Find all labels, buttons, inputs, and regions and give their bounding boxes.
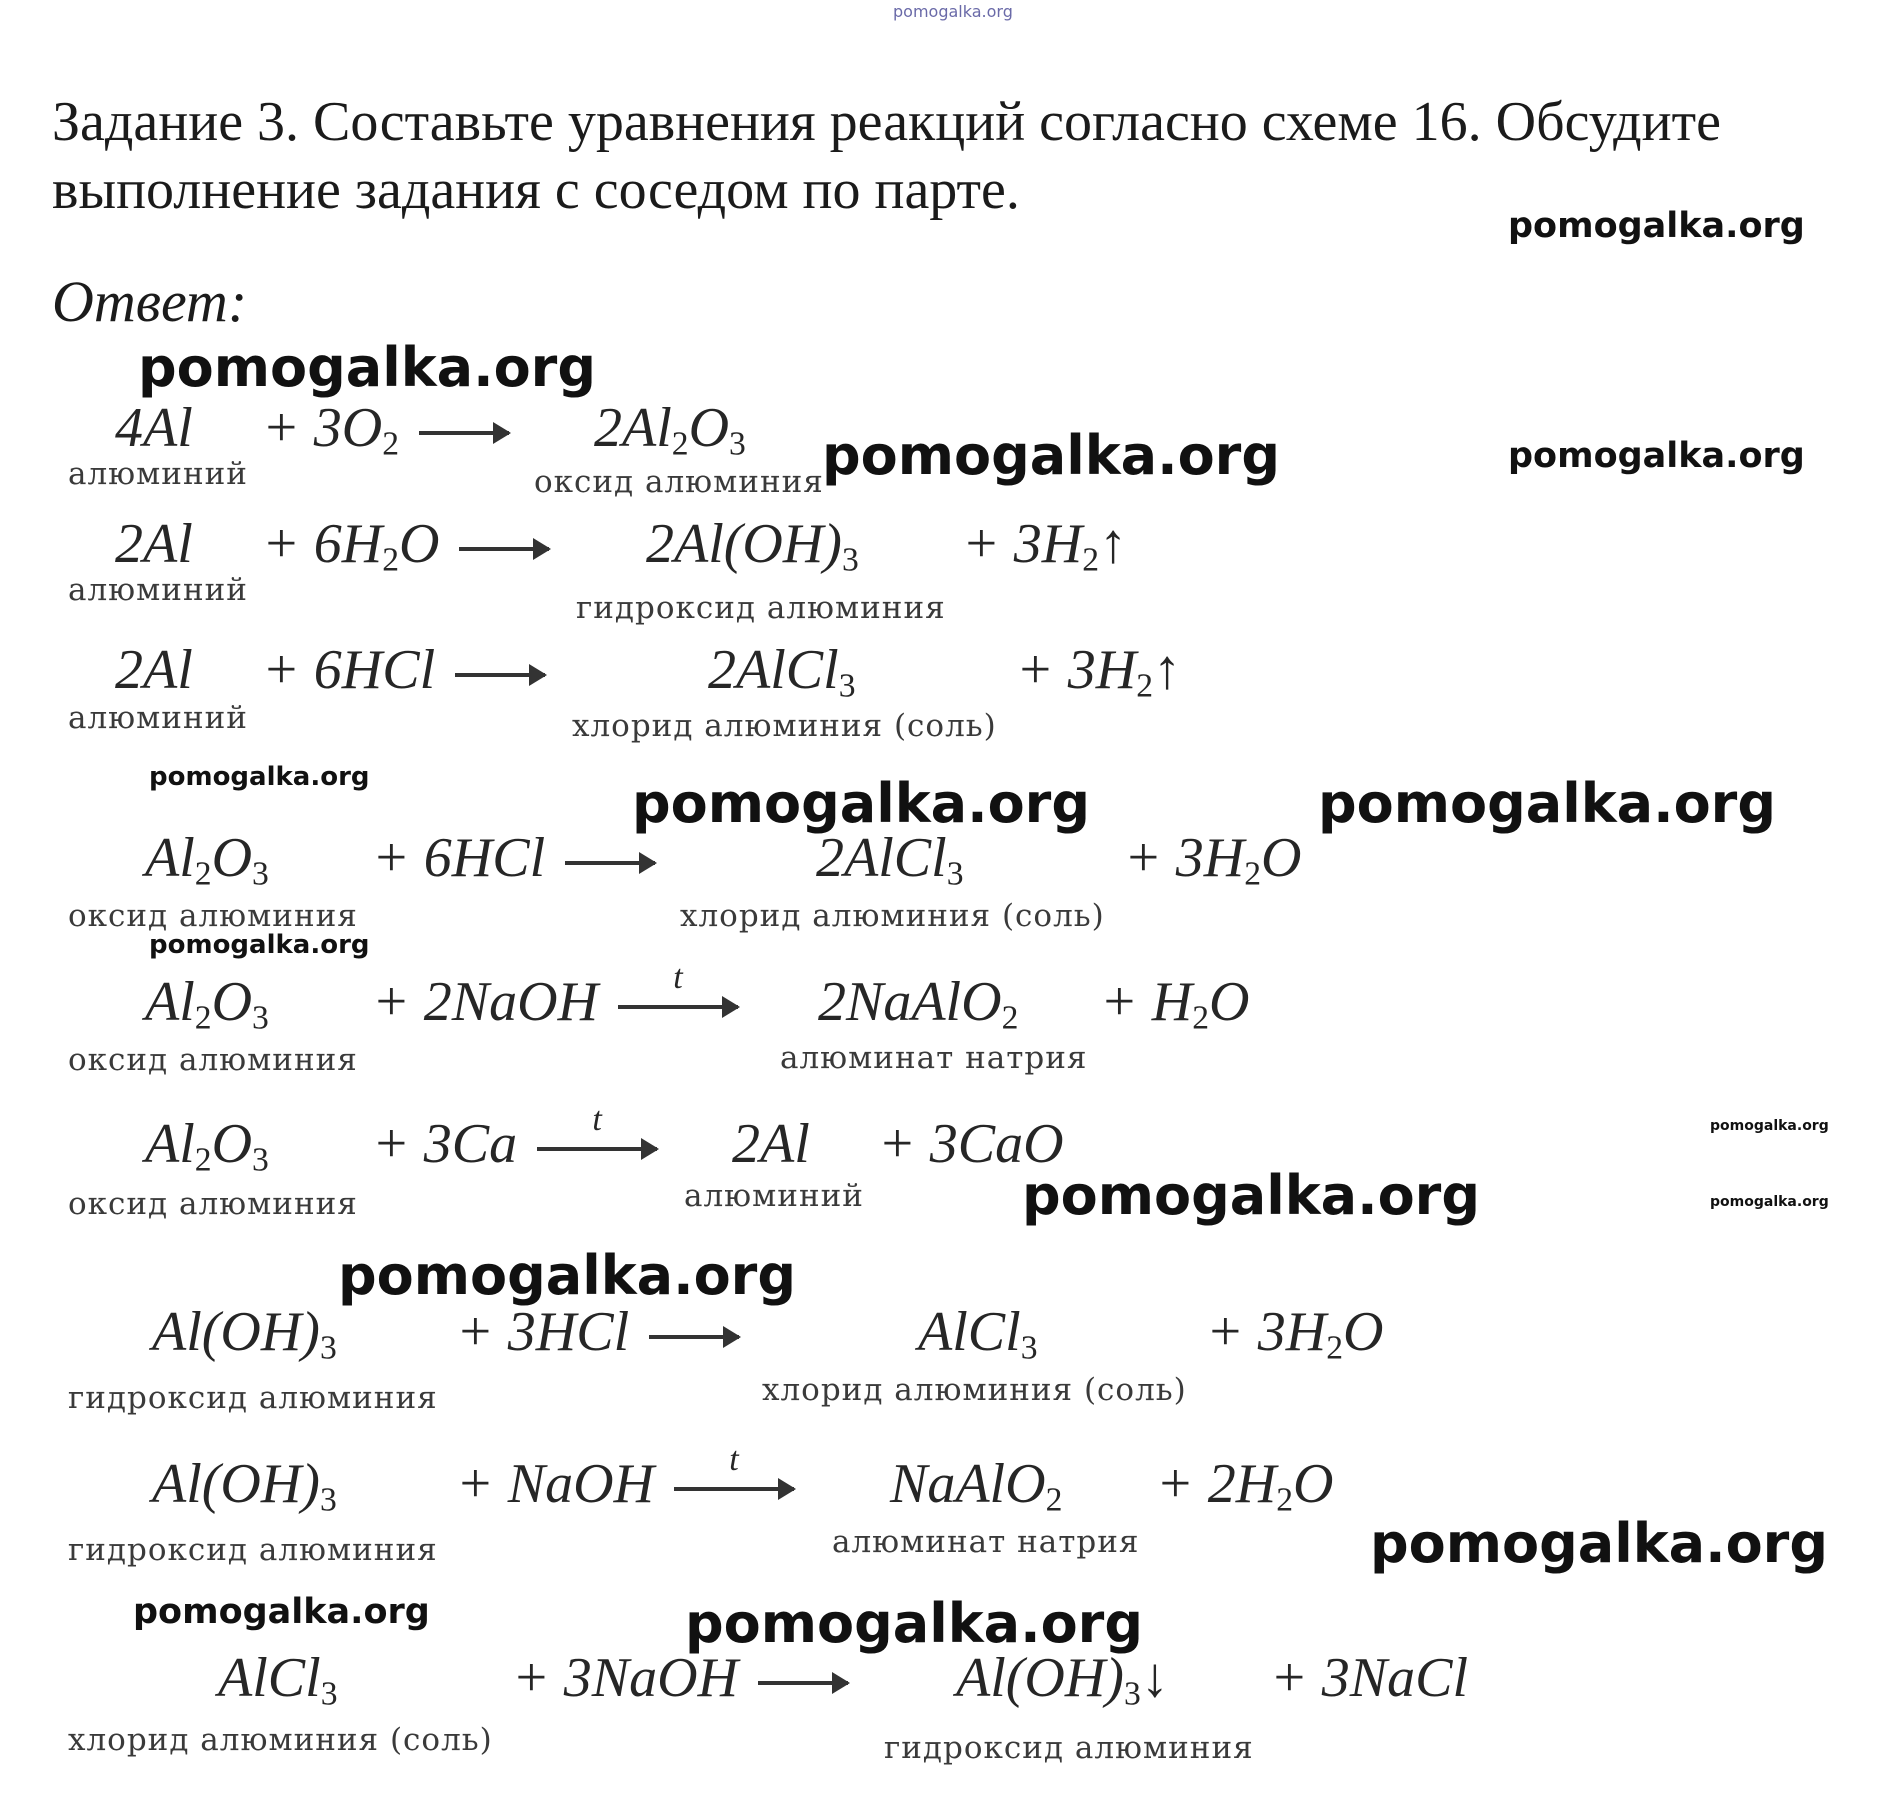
watermark: pomogalka.org <box>1710 1118 1829 1134</box>
heat-arrow <box>674 1441 794 1491</box>
eq8-reactant1: $Al(OH)_3$ <box>152 1453 337 1519</box>
eq4-reactant1: $Al_2O_3$ <box>145 827 269 893</box>
caption-aluminate: алюминат натрия <box>780 1040 1088 1076</box>
eq3-product2: + $3H_2↑$ <box>1016 639 1182 705</box>
eq7-reactant1: $Al(OH)_3$ <box>152 1301 337 1367</box>
caption-alumina: оксид алюминия <box>68 1042 358 1078</box>
watermark: pomogalka.org <box>138 336 596 399</box>
heat-arrow <box>618 959 738 1009</box>
eq3-reactant1: 2Al <box>115 639 193 701</box>
eq9-product1: $Al(OH)_3↓$ <box>956 1647 1169 1713</box>
eq3-product1: 2AlCl$_3$ <box>708 639 856 705</box>
eq6-reactant2: + 3Ca t <box>372 1112 663 1176</box>
answer-label: Ответ: <box>52 269 248 334</box>
eq2-reactant1: 2Al <box>115 513 193 575</box>
eq5-reactant2: + 2NaOH t <box>372 970 744 1034</box>
caption-aluminium: алюминий <box>68 700 248 736</box>
eq7-reactant2: + 3HCl <box>456 1300 745 1364</box>
reaction-arrow <box>419 431 509 435</box>
caption-chloride-salt: хлорид алюминия (соль) <box>572 708 997 744</box>
eq1-reactant1: 4Al <box>115 397 193 459</box>
watermark: pomogalka.org <box>1370 1512 1828 1575</box>
reaction-arrow <box>459 547 549 551</box>
watermark: pomogalka.org <box>685 1592 1143 1655</box>
eq3-reactant2: + 6HCl <box>262 638 551 702</box>
heat-mark: t <box>729 1441 739 1479</box>
caption-alumina: оксид алюминия <box>68 898 358 934</box>
watermark: pomogalka.org <box>1318 772 1776 835</box>
reaction-arrow <box>758 1681 848 1685</box>
caption-hydroxide: гидроксид алюминия <box>68 1380 438 1416</box>
reaction-arrow <box>455 673 545 677</box>
eq5-product1: 2NaAlO$_2$ <box>818 971 1019 1037</box>
caption-aluminium: алюминий <box>68 572 248 608</box>
watermark: pomogalka.org <box>149 762 370 792</box>
eq2-reactant2: + $6H_2O$ <box>262 512 555 579</box>
caption-chloride-salt: хлорид алюминия (соль) <box>680 898 1105 934</box>
eq9-reactant1: AlCl$_3$ <box>218 1647 338 1713</box>
caption-hydroxide: гидроксид алюминия <box>68 1532 438 1568</box>
watermark: pomogalka.org <box>632 772 1090 835</box>
eq9-reactant2: + 3NaOH <box>512 1646 854 1710</box>
heat-mark: t <box>592 1101 602 1139</box>
caption-hydroxide: гидроксид алюминия <box>576 590 946 626</box>
watermark: pomogalka.org <box>338 1244 796 1307</box>
eq1-reactant2: + $3O_2$ <box>262 396 515 463</box>
watermark: pomogalka.org <box>822 424 1280 487</box>
caption-hydroxide: гидроксид алюминия <box>884 1730 1254 1766</box>
eq4-product1: 2AlCl$_3$ <box>816 827 964 893</box>
eq6-reactant1: $Al_2O_3$ <box>145 1113 269 1179</box>
caption-aluminium: алюминий <box>684 1178 864 1214</box>
caption-alumina: оксид алюминия <box>534 464 824 500</box>
task-text: Задание 3. Составьте уравнения реакций согласно схеме 16. Обсудите выполнение задания с соседом по парте. <box>52 91 1721 221</box>
watermark: pomogalka.org <box>1508 436 1805 476</box>
watermark: pomogalka.org <box>133 1592 430 1632</box>
eq8-reactant2: + NaOH t <box>456 1452 800 1516</box>
heat-arrow <box>537 1101 657 1151</box>
watermark: pomogalka.org <box>1710 1194 1829 1210</box>
eq4-product2: + $3H_2O$ <box>1124 827 1302 893</box>
watermark: pomogalka.org <box>149 930 370 960</box>
caption-chloride-salt: хлорид алюминия (соль) <box>68 1722 493 1758</box>
watermark: pomogalka.org <box>1022 1164 1480 1227</box>
reaction-arrow <box>565 861 655 865</box>
header-watermark: pomogalka.org <box>893 2 1013 21</box>
reaction-arrow <box>649 1335 739 1339</box>
caption-chloride-salt: хлорид алюминия (соль) <box>762 1372 1187 1408</box>
eq8-product2: + $2H_2O$ <box>1156 1453 1334 1519</box>
eq2-product2: + $3H_2↑$ <box>962 513 1128 579</box>
eq9-product2: + 3NaCl <box>1270 1647 1469 1709</box>
caption-aluminate: алюминат натрия <box>832 1524 1140 1560</box>
eq8-product1: NaAlO$_2$ <box>890 1453 1063 1519</box>
eq7-product2: + $3H_2O$ <box>1206 1301 1384 1367</box>
eq5-product2: + $H_2O$ <box>1100 971 1250 1037</box>
eq1-product1: $2Al_2O_3$ <box>594 397 746 463</box>
eq6-product2: + 3CaO <box>878 1113 1064 1175</box>
heat-mark: t <box>673 959 683 997</box>
eq6-product1: 2Al <box>732 1113 810 1175</box>
eq5-reactant1: $Al_2O_3$ <box>145 971 269 1037</box>
eq2-product1: $2Al(OH)_3$ <box>646 513 859 579</box>
eq4-reactant2: + 6HCl <box>372 826 661 890</box>
watermark: pomogalka.org <box>1508 206 1805 246</box>
eq7-product1: AlCl$_3$ <box>918 1301 1038 1367</box>
caption-alumina: оксид алюминия <box>68 1186 358 1222</box>
caption-aluminium: алюминий <box>68 456 248 492</box>
